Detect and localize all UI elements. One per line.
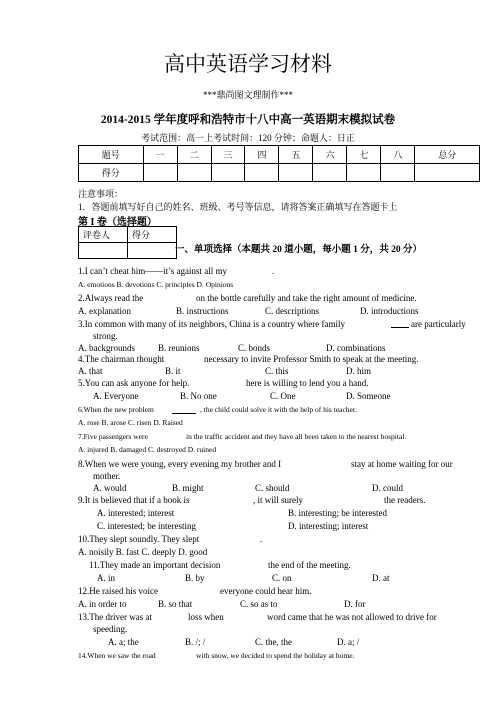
- score-label-cell: 得分: [79, 164, 144, 182]
- question-5-option-a: A. Everyone: [93, 391, 139, 401]
- score-cell: 三: [211, 146, 245, 164]
- question-1-end: .: [272, 266, 275, 276]
- question-7: 7.Five passengers were: [78, 432, 148, 441]
- question-13-option-d: D. a; /: [337, 637, 360, 647]
- question-10-options: A. noisily B. fast C. deeply D. good: [78, 547, 208, 557]
- question-9-option-d: D. interesting; interest: [288, 521, 369, 531]
- section-title: 第 I 卷（选择题）: [78, 217, 157, 228]
- question-2: 2.Always read the: [78, 293, 144, 303]
- question-13-option-a: A. a; the: [108, 637, 139, 647]
- question-10: 10.They slept soundly. They slept: [78, 534, 200, 544]
- question-13-part-3: word came that he was not allowed to drive for: [267, 612, 437, 622]
- question-8-option-d: D. could: [372, 483, 403, 493]
- question-11-option-d: D. at: [372, 573, 390, 583]
- question-9-option-a: A. interested; interest: [97, 508, 175, 518]
- question-3-option-a: A. backgrounds: [78, 343, 135, 353]
- question-8-end: stay at home waiting for our: [351, 459, 453, 469]
- question-2-option-c: C. descriptions: [265, 306, 319, 316]
- paper-title: 2014-2015 学年度呼和浩特市十八中高一英语期末模拟试卷: [100, 114, 396, 126]
- notice-heading: 注意事项：: [78, 189, 124, 199]
- question-14: 14.When we saw the road: [78, 651, 156, 660]
- question-11-option-a: A. in: [97, 573, 115, 583]
- question-3-option-c: C. bonds: [238, 343, 271, 353]
- question-12-option-b: B. so that: [158, 599, 193, 609]
- question-4-end: necessary to invite Professor Smith to speak at the meeting.: [204, 354, 419, 364]
- question-2-option-d: D. introductions: [360, 306, 419, 316]
- score-empty-cell: [143, 164, 177, 182]
- question-8-option-a: A. would: [93, 483, 127, 493]
- score-empty-cell: [211, 164, 245, 182]
- question-9-option-b: B. interesting; be interested: [288, 508, 387, 518]
- question-4-option-b: B. it: [165, 366, 181, 376]
- question-14-end: with snow, we decided to spend the holiday at home.: [196, 651, 355, 660]
- question-8: 8.When we were young, every evening my brother and I: [78, 459, 282, 469]
- score-empty-cell: [177, 164, 211, 182]
- question-4-option-a: A. that: [78, 366, 103, 376]
- question-5-option-d: D. Someone: [346, 391, 391, 401]
- score-cell: 八: [381, 146, 415, 164]
- question-12-end: everyone could hear him.: [220, 586, 312, 596]
- question-12-option-c: C. so as to: [240, 599, 278, 609]
- grader-empty-cell: [79, 243, 128, 259]
- question-5-end: here is willing to lend you a hand.: [246, 378, 369, 388]
- question-4: 4.The chairman thought: [78, 354, 165, 364]
- question-12: 12.He raised his voice: [78, 586, 158, 596]
- score-cell: 四: [245, 146, 279, 164]
- score-cell: 二: [177, 146, 211, 164]
- score-table-header-row: [79, 146, 480, 164]
- question-8-line-2: mother.: [93, 471, 121, 481]
- question-1: 1.I can’t cheat him——it’s against all my: [78, 266, 228, 276]
- question-5: 5.You can ask anyone for help.: [78, 378, 190, 388]
- question-3-line-2: strong.: [93, 331, 118, 341]
- question-4-option-d: D. him: [346, 366, 372, 376]
- score-cell: 题号: [79, 146, 144, 164]
- question-6-blank: [172, 413, 196, 414]
- score-empty-cell: [415, 164, 480, 182]
- question-11-option-c: C. on: [272, 573, 292, 583]
- question-9-end: the readers.: [384, 495, 426, 505]
- score-empty-cell: [313, 164, 347, 182]
- score-cell: 总分: [415, 146, 480, 164]
- question-3: 3.In common with many of its neighbors, China is a country where family: [78, 319, 345, 329]
- question-1-options: A. emotions B. devotions C. principles D. Opinions: [78, 280, 234, 289]
- question-12-option-d: D. for: [344, 599, 366, 609]
- score-table-score-row: [79, 164, 480, 182]
- score-empty-cell: [128, 243, 177, 259]
- question-11-option-b: B. by: [185, 573, 205, 583]
- question-13-part-2: loss when: [188, 612, 224, 622]
- question-3-blank: [391, 327, 409, 328]
- question-8-option-c: C. should: [255, 483, 290, 493]
- question-8-option-b: B. might: [172, 483, 204, 493]
- question-11: 11.They made an important decision: [89, 560, 221, 570]
- part-title: 一、单项选择（本题共 20 道小题，每小题 1 分，共 20 分）: [175, 245, 423, 255]
- question-10-end: .: [260, 534, 263, 544]
- question-6-end: , the child could solve it with the help of his teacher.: [200, 405, 357, 414]
- question-7-options: A. injured B. damaged C. destroyed D. ruined: [78, 445, 217, 454]
- question-4-option-c: C. this: [265, 366, 289, 376]
- question-3-end: are particularly: [411, 319, 466, 329]
- question-13-option-b: B. /; /: [185, 637, 206, 647]
- brand-line: ***鼎尚图文理制作***: [202, 90, 293, 100]
- question-13-line-2: speeding.: [93, 624, 128, 634]
- score-cell: 一: [143, 146, 177, 164]
- question-3-option-b: B. reunions: [158, 343, 200, 353]
- score-empty-cell: [279, 164, 313, 182]
- question-6-options: A. rose B. arose C. risen D. Raised: [78, 418, 183, 427]
- score-empty-cell: [245, 164, 279, 182]
- question-6: 6.When the new problem: [78, 405, 154, 414]
- notice-line: 1．答题前填写好自己的姓名、班级、考号等信息，请将答案正确填写在答题卡上: [78, 202, 398, 212]
- question-13-option-c: C. the, the: [255, 637, 292, 647]
- question-7-end: in the traffic accident and they have all been taken to the nearest hospital.: [186, 432, 407, 441]
- question-13: 13.The driver was at: [78, 612, 152, 622]
- score-empty-cell: [381, 164, 415, 182]
- question-2-option-a: A. explanation: [78, 306, 131, 316]
- grader-label: 评卷人: [79, 227, 128, 243]
- question-12-option-a: A. in order to: [78, 599, 127, 609]
- score-empty-cell: [347, 164, 381, 182]
- question-11-end: the end of the meeting.: [268, 560, 351, 570]
- exam-info: 考试范围：高一上考试时间：120 分钟；命题人：日正: [141, 133, 355, 143]
- question-3-option-d: D. combinations: [326, 343, 386, 353]
- question-5-option-c: C. One: [270, 391, 296, 401]
- main-title: 高中英语学习材料: [164, 52, 332, 76]
- question-9-option-c: C. interested; be interesting: [97, 521, 196, 531]
- score-cell: 五: [279, 146, 313, 164]
- question-5-option-b: B. No one: [180, 391, 217, 401]
- question-9-middle: , it will surely: [253, 495, 303, 505]
- question-9: 9.It is believed that if a book is: [78, 495, 190, 505]
- question-2-option-b: B. instructions: [176, 306, 229, 316]
- question-2-end: on the bottle carefully and take the right amount of medicine.: [196, 293, 417, 303]
- score-label: 得分: [128, 227, 177, 243]
- grader-table: [78, 226, 177, 259]
- score-cell: 六: [313, 146, 347, 164]
- score-cell: 七: [347, 146, 381, 164]
- score-table: [78, 145, 480, 182]
